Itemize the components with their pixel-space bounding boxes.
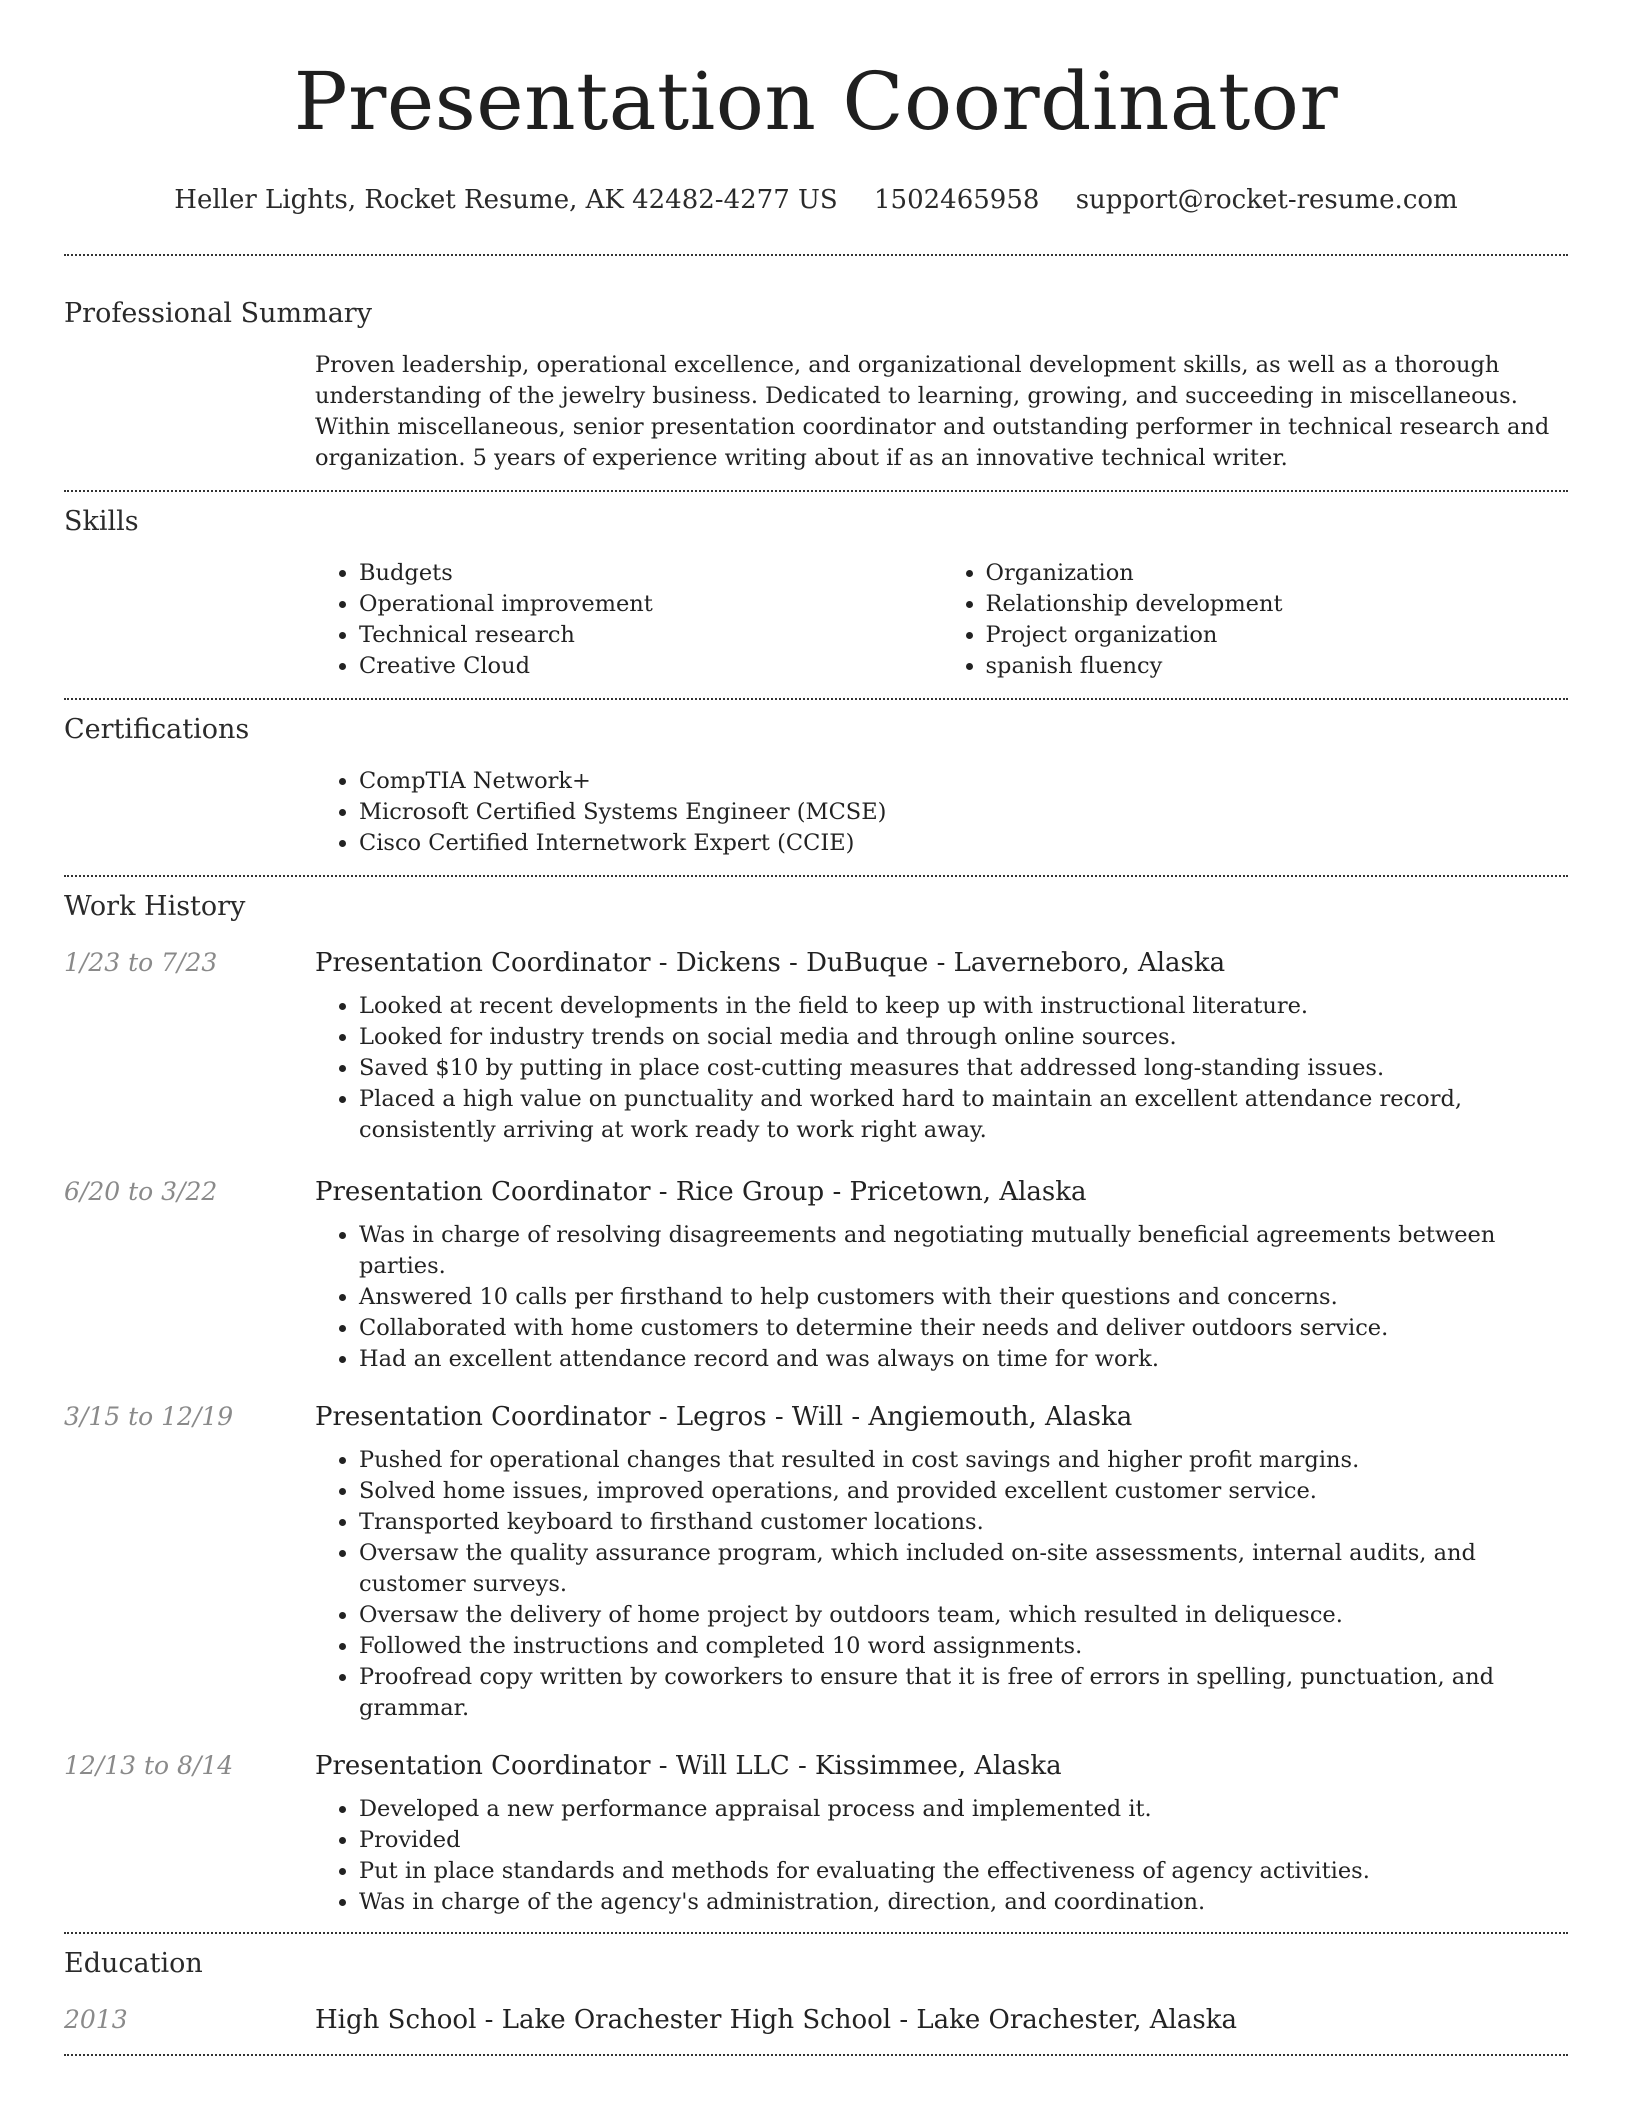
job-bullets <box>315 1794 1568 1918</box>
job-bullet: • Had an excellent attendance record and was always on time for work. <box>359 1344 1568 1375</box>
job-bullet: • Was in charge of the agency's administration, direction, and coordination. <box>359 1887 1568 1918</box>
job-bullet-list <box>315 1445 1568 1724</box>
job-entry <box>64 945 1568 1146</box>
certification-item: • Microsoft Certified Systems Engineer (MCSE) <box>359 797 1568 828</box>
job-bullet: • Oversaw the quality assurance program, which included on-site assessments, internal audits, and customer surveys. <box>359 1538 1568 1600</box>
skill-item: • Organization <box>986 558 1569 589</box>
divider <box>64 490 1568 492</box>
contact-email: support@rocket-resume.com <box>1075 185 1458 215</box>
job-dates: 12/13 to 8/14 <box>64 1751 234 1780</box>
job-entry <box>64 1748 1568 1918</box>
job-bullet: • Looked for industry trends on social media and through online sources. <box>359 1022 1568 1053</box>
certifications-section <box>64 712 1568 859</box>
section-title-education: Education <box>64 1948 203 1979</box>
certification-item: • CompTIA Network+ <box>359 766 1568 797</box>
job-bullet: • Followed the instructions and completed 10 word assignments. <box>359 1631 1568 1662</box>
section-title-certifications: Certifications <box>64 714 250 745</box>
summary-text: Proven leadership, operational excellence, and organizational development skills, as well as a thorough understanding of the jewelry business. Dedicated to learning, growing, and succeeding in miscellaneous. Within miscellaneous, senior presentation coordinator and outstanding performer in technical research and organization. 5 years of experience writing about if as an innovative technical writer. <box>315 352 1550 471</box>
job-header <box>64 1399 1568 1435</box>
job-bullet: • Proofread copy written by coworkers to ensure that it is free of errors in spelling, punctuation, and grammar. <box>359 1662 1568 1724</box>
job-bullet: • Looked at recent developments in the field to keep up with instructional literature. <box>359 991 1568 1022</box>
resume-page <box>64 0 1568 2056</box>
skills-list-right <box>942 558 1569 682</box>
section-title-work-history: Work History <box>64 891 246 922</box>
job-bullet-list <box>315 1794 1568 1918</box>
contact-phone: 1502465958 <box>874 185 1040 215</box>
education-section <box>64 1946 1568 2038</box>
education-year: 2013 <box>64 2005 128 2034</box>
divider <box>64 698 1568 700</box>
skill-item: • Technical research <box>359 620 942 651</box>
job-title: Presentation Coordinator - Rice Group - Pricetown, Alaska <box>315 1177 1087 1207</box>
job-bullet-list <box>315 991 1568 1146</box>
job-bullet: • Was in charge of resolving disagreements and negotiating mutually beneficial agreements between parties. <box>359 1220 1568 1282</box>
divider <box>64 1932 1568 1934</box>
job-bullet: • Transported keyboard to firsthand customer locations. <box>359 1507 1568 1538</box>
job-bullet: • Developed a new performance appraisal process and implemented it. <box>359 1794 1568 1825</box>
summary-body <box>315 350 1568 474</box>
job-entry <box>64 1399 1568 1724</box>
work-history-section <box>64 889 1568 1918</box>
job-bullet: • Placed a high value on punctuality and worked hard to maintain an excellent attendance record, consistently arriving at work ready to work right away. <box>359 1084 1568 1146</box>
job-title: Presentation Coordinator - Legros - Will - Angiemouth, Alaska <box>315 1402 1133 1432</box>
job-entry <box>64 1174 1568 1375</box>
job-header <box>64 1748 1568 1784</box>
job-dates: 3/15 to 12/19 <box>64 1402 234 1431</box>
education-title: High School - Lake Orachester High School - Lake Orachester, Alaska <box>315 2005 1237 2035</box>
job-bullet: • Pushed for operational changes that resulted in cost savings and higher profit margins. <box>359 1445 1568 1476</box>
job-bullets <box>315 1220 1568 1375</box>
summary-section <box>64 296 1568 474</box>
job-header <box>64 1174 1568 1210</box>
skill-item: • spanish fluency <box>986 651 1569 682</box>
section-title-summary: Professional Summary <box>64 298 372 329</box>
certifications-body <box>315 766 1568 859</box>
education-entry <box>64 2002 1568 2038</box>
skills-section <box>64 504 1568 682</box>
job-bullet: • Solved home issues, improved operations, and provided excellent customer service. <box>359 1476 1568 1507</box>
job-bullet-list <box>315 1220 1568 1375</box>
skills-list-left <box>315 558 942 682</box>
job-bullet: • Oversaw the delivery of home project by outdoors team, which resulted in deliquesce. <box>359 1600 1568 1631</box>
job-bullet: • Answered 10 calls per firsthand to help customers with their questions and concerns. <box>359 1282 1568 1313</box>
section-title-skills: Skills <box>64 506 139 537</box>
candidate-name: Presentation Coordinator <box>293 55 1339 148</box>
skills-grid <box>315 558 1568 682</box>
divider <box>64 254 1568 256</box>
skill-item: • Budgets <box>359 558 942 589</box>
contact-address: Heller Lights, Rocket Resume, AK 42482-4277 US <box>174 185 838 215</box>
job-bullet: • Put in place standards and methods for evaluating the effectiveness of agency activities. <box>359 1856 1568 1887</box>
job-dates: 6/20 to 3/22 <box>64 1177 218 1206</box>
job-bullets <box>315 1445 1568 1724</box>
certifications-list <box>315 766 1568 859</box>
contact-line <box>64 182 1568 218</box>
skill-item: • Creative Cloud <box>359 651 942 682</box>
job-title: Presentation Coordinator - Will LLC - Kissimmee, Alaska <box>315 1751 1062 1781</box>
divider <box>64 2054 1568 2056</box>
skill-item: • Operational improvement <box>359 589 942 620</box>
job-bullets <box>315 991 1568 1146</box>
skill-item: • Project organization <box>986 620 1569 651</box>
job-bullet: • Collaborated with home customers to determine their needs and deliver outdoors service. <box>359 1313 1568 1344</box>
job-header <box>64 945 1568 981</box>
skill-item: • Relationship development <box>986 589 1569 620</box>
job-title: Presentation Coordinator - Dickens - DuBuque - Laverneboro, Alaska <box>315 948 1226 978</box>
job-bullet: • Saved $10 by putting in place cost-cutting measures that addressed long-standing issues. <box>359 1053 1568 1084</box>
divider <box>64 875 1568 877</box>
job-bullet: • Provided <box>359 1825 1568 1856</box>
job-dates: 1/23 to 7/23 <box>64 948 218 977</box>
certification-item: • Cisco Certified Internetwork Expert (CCIE) <box>359 828 1568 859</box>
